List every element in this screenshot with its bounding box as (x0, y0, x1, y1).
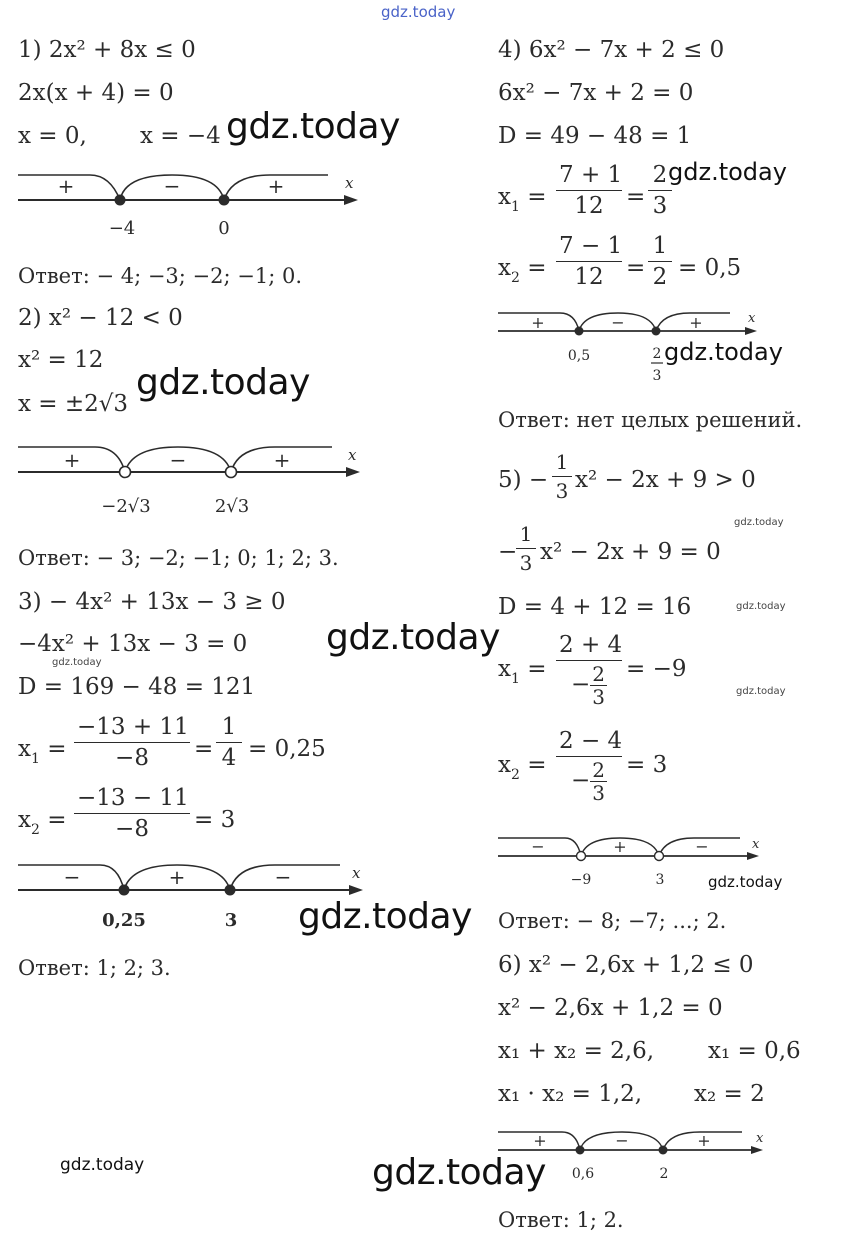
sign-mark: + (613, 837, 627, 856)
watermark: gdz.today (60, 1155, 145, 1175)
p3-discriminant: D = 169 − 48 = 121 (18, 674, 256, 700)
numerator: 2 (592, 662, 605, 686)
axis-label: x (752, 837, 760, 852)
sign: − (570, 767, 591, 794)
p5-statement-rest: x² − 2x + 9 > 0 (575, 467, 756, 493)
p3-answer: Ответ: 1; 2; 3. (18, 956, 171, 980)
watermark: gdz.today (736, 686, 786, 697)
watermark: gdz.today (668, 158, 787, 186)
p2-step1: x² = 12 (18, 347, 104, 373)
denominator-fraction (556, 661, 622, 708)
p3-step1: −4x² + 13x − 3 = 0 (18, 631, 248, 657)
p6-answer: Ответ: 1; 2. (498, 1208, 624, 1232)
point-label: 2 (659, 1166, 669, 1182)
watermark: gdz.today (298, 896, 472, 937)
denominator: 4 (221, 745, 237, 771)
p5-x2-label: $x_2$ = (498, 752, 547, 783)
p3-statement: 3) − 4x² + 13x − 3 ≥ 0 (18, 589, 286, 615)
point-label: 0,6 (571, 1166, 595, 1182)
closed-point (219, 195, 230, 206)
open-point (226, 467, 237, 478)
denominator: −8 (115, 816, 149, 842)
p3-x1-value: = 0,25 (248, 736, 326, 762)
axis-arrow (747, 852, 759, 860)
point-label: −9 (570, 872, 592, 888)
p6-x2-root: x₂ = 2 (694, 1081, 765, 1107)
numerator: 2 (592, 758, 605, 782)
closed-point (119, 885, 130, 896)
p4-step1: 6x² − 7x + 2 = 0 (498, 80, 694, 106)
numerator: 2 − 4 (556, 728, 622, 757)
p5-coefficient (552, 450, 572, 503)
p1-root-a: x = 0, (18, 123, 87, 149)
sign-mark: − (163, 174, 181, 198)
numerator: −13 + 11 (74, 714, 190, 743)
axis-arrow (344, 195, 358, 205)
denominator: 2 (652, 264, 668, 290)
sign-mark: − (695, 837, 709, 856)
denominator: 3 (652, 193, 668, 219)
p4-x1-label: $x_1$ = (498, 184, 547, 215)
numerator: −13 − 11 (74, 785, 190, 814)
p1-statement: 1) 2x² + 8x ≤ 0 (18, 37, 196, 63)
watermark: gdz.today (736, 601, 786, 612)
p1-answer: Ответ: − 4; −3; −2; −1; 0. (18, 264, 302, 288)
axis-label: x (756, 1131, 764, 1146)
sign-mark: + (63, 448, 81, 472)
closed-point (576, 1146, 585, 1155)
sign-mark: + (531, 313, 545, 332)
equals-sign: = (626, 255, 646, 281)
closed-point (652, 327, 661, 336)
equals-sign: = (626, 184, 646, 210)
axis-label: x (352, 864, 361, 882)
point-label: 3 (655, 872, 665, 888)
denominator: 3 (519, 551, 533, 575)
denominator: 12 (574, 193, 604, 219)
sign-mark: − (531, 837, 545, 856)
watermark: gdz.today (372, 1152, 546, 1193)
watermark: gdz.today (734, 517, 784, 528)
point-label: 0 (218, 218, 230, 239)
point-label: 2√3 (214, 496, 250, 517)
watermark: gdz.today (52, 657, 102, 668)
p6-vieta-product: x₁ · x₂ = 1,2, (498, 1081, 643, 1107)
denominator: 3 (592, 685, 605, 709)
sign-mark: + (689, 313, 703, 332)
sign-mark: − (615, 1131, 629, 1150)
equals-sign: = (194, 736, 214, 762)
watermark: gdz.today (226, 106, 400, 147)
sign-mark: − (274, 865, 292, 889)
closed-point (659, 1146, 668, 1155)
p4-answer: Ответ: нет целых решений. (498, 408, 803, 432)
p2-number-line (0, 432, 380, 522)
numerator: 1 (516, 522, 536, 549)
denominator: −8 (115, 745, 149, 771)
p4-discriminant: D = 49 − 48 = 1 (498, 123, 692, 149)
p3-x2-fraction (74, 785, 190, 842)
sign-mark: + (267, 174, 285, 198)
p1-number-line (0, 160, 380, 240)
p5-x1-fraction (556, 632, 622, 708)
watermark: gdz.today (136, 362, 310, 403)
p5-x2-fraction (556, 728, 622, 804)
axis-arrow (751, 1146, 763, 1154)
p6-x1-root: x₁ = 0,6 (708, 1038, 801, 1064)
point-label: −4 (108, 218, 136, 239)
numerator: 2 + 4 (556, 632, 622, 661)
closed-point (225, 885, 236, 896)
sign-mark: + (57, 174, 75, 198)
watermark: gdz.today (326, 617, 500, 658)
axis-arrow (346, 467, 360, 477)
open-point (655, 852, 664, 861)
open-point (577, 852, 586, 861)
closed-point (115, 195, 126, 206)
p2-statement: 2) x² − 12 < 0 (18, 305, 183, 331)
p4-x2-label: $x_2$ = (498, 255, 547, 286)
axis-label: x (345, 174, 354, 192)
p1-step1: 2x(x + 4) = 0 (18, 80, 174, 106)
p3-x1-fraction (74, 714, 190, 771)
p6-vieta-sum: x₁ + x₂ = 2,6, (498, 1038, 655, 1064)
numerator: 1 (216, 714, 242, 743)
p5-step1-rest: x² − 2x + 9 = 0 (540, 539, 721, 565)
axis-label: x (748, 311, 756, 326)
denominator: 12 (574, 264, 604, 290)
p5-step1-coefficient (516, 522, 536, 575)
sign-mark: + (168, 865, 186, 889)
axis-arrow (349, 885, 363, 895)
axis-arrow (745, 327, 757, 335)
denominator: 3 (555, 479, 569, 503)
watermark: gdz.today (708, 873, 783, 891)
numerator: 7 + 1 (556, 162, 622, 191)
sign-mark: + (697, 1131, 711, 1150)
p5-x1-value: = −9 (626, 656, 687, 682)
p4-x1-fraction (556, 162, 622, 219)
p5-x2-value: = 3 (626, 752, 668, 778)
sign: − (570, 671, 591, 698)
p3-x1-simplified (216, 714, 242, 771)
watermark-top: gdz.today (381, 3, 456, 21)
numerator: 2 (648, 162, 672, 191)
p4-x2-fraction (556, 233, 622, 290)
axis-label: x (348, 446, 357, 464)
sign-mark: − (63, 865, 81, 889)
p3-x2-label: $x_2$ = (18, 807, 67, 838)
p5-statement-prefix: 5) − (498, 467, 549, 493)
sign-mark: − (611, 313, 625, 332)
p4-x2-simplified (648, 233, 672, 290)
point-label: 2 (652, 346, 662, 362)
p3-x2-value: = 3 (194, 807, 236, 833)
sign-mark: + (533, 1131, 547, 1150)
p6-step1: x² − 2,6x + 1,2 = 0 (498, 995, 723, 1021)
closed-point (575, 327, 584, 336)
p5-answer: Ответ: − 8; −7; ...; 2. (498, 909, 727, 933)
sign-mark: + (273, 448, 291, 472)
p6-statement: 6) x² − 2,6x + 1,2 ≤ 0 (498, 952, 754, 978)
p4-x2-value: = 0,5 (678, 255, 742, 281)
p4-statement: 4) 6x² − 7x + 2 ≤ 0 (498, 37, 725, 63)
p5-discriminant: D = 4 + 12 = 16 (498, 594, 692, 620)
point-label: 3 (652, 368, 662, 384)
p2-step2: x = ±2√3 (18, 391, 129, 417)
numerator: 7 − 1 (556, 233, 622, 262)
point-label: 3 (224, 910, 238, 931)
p5-x1-label: $x_1$ = (498, 656, 547, 687)
watermark: gdz.today (664, 338, 783, 366)
numerator: 1 (648, 233, 672, 262)
point-label: 0,5 (567, 348, 591, 364)
point-label: 0,25 (102, 910, 146, 931)
open-point (120, 467, 131, 478)
sign-mark: − (169, 448, 187, 472)
p1-root-b: x = −4 (140, 123, 221, 149)
numerator: 1 (552, 450, 572, 477)
p5-step1-prefix: − (498, 539, 518, 565)
p3-x1-label: $x_1$ = (18, 736, 67, 767)
denominator-fraction (556, 757, 622, 804)
point-label: −2√3 (101, 496, 151, 517)
p2-answer: Ответ: − 3; −2; −1; 0; 1; 2; 3. (18, 546, 339, 570)
denominator: 3 (592, 781, 605, 805)
